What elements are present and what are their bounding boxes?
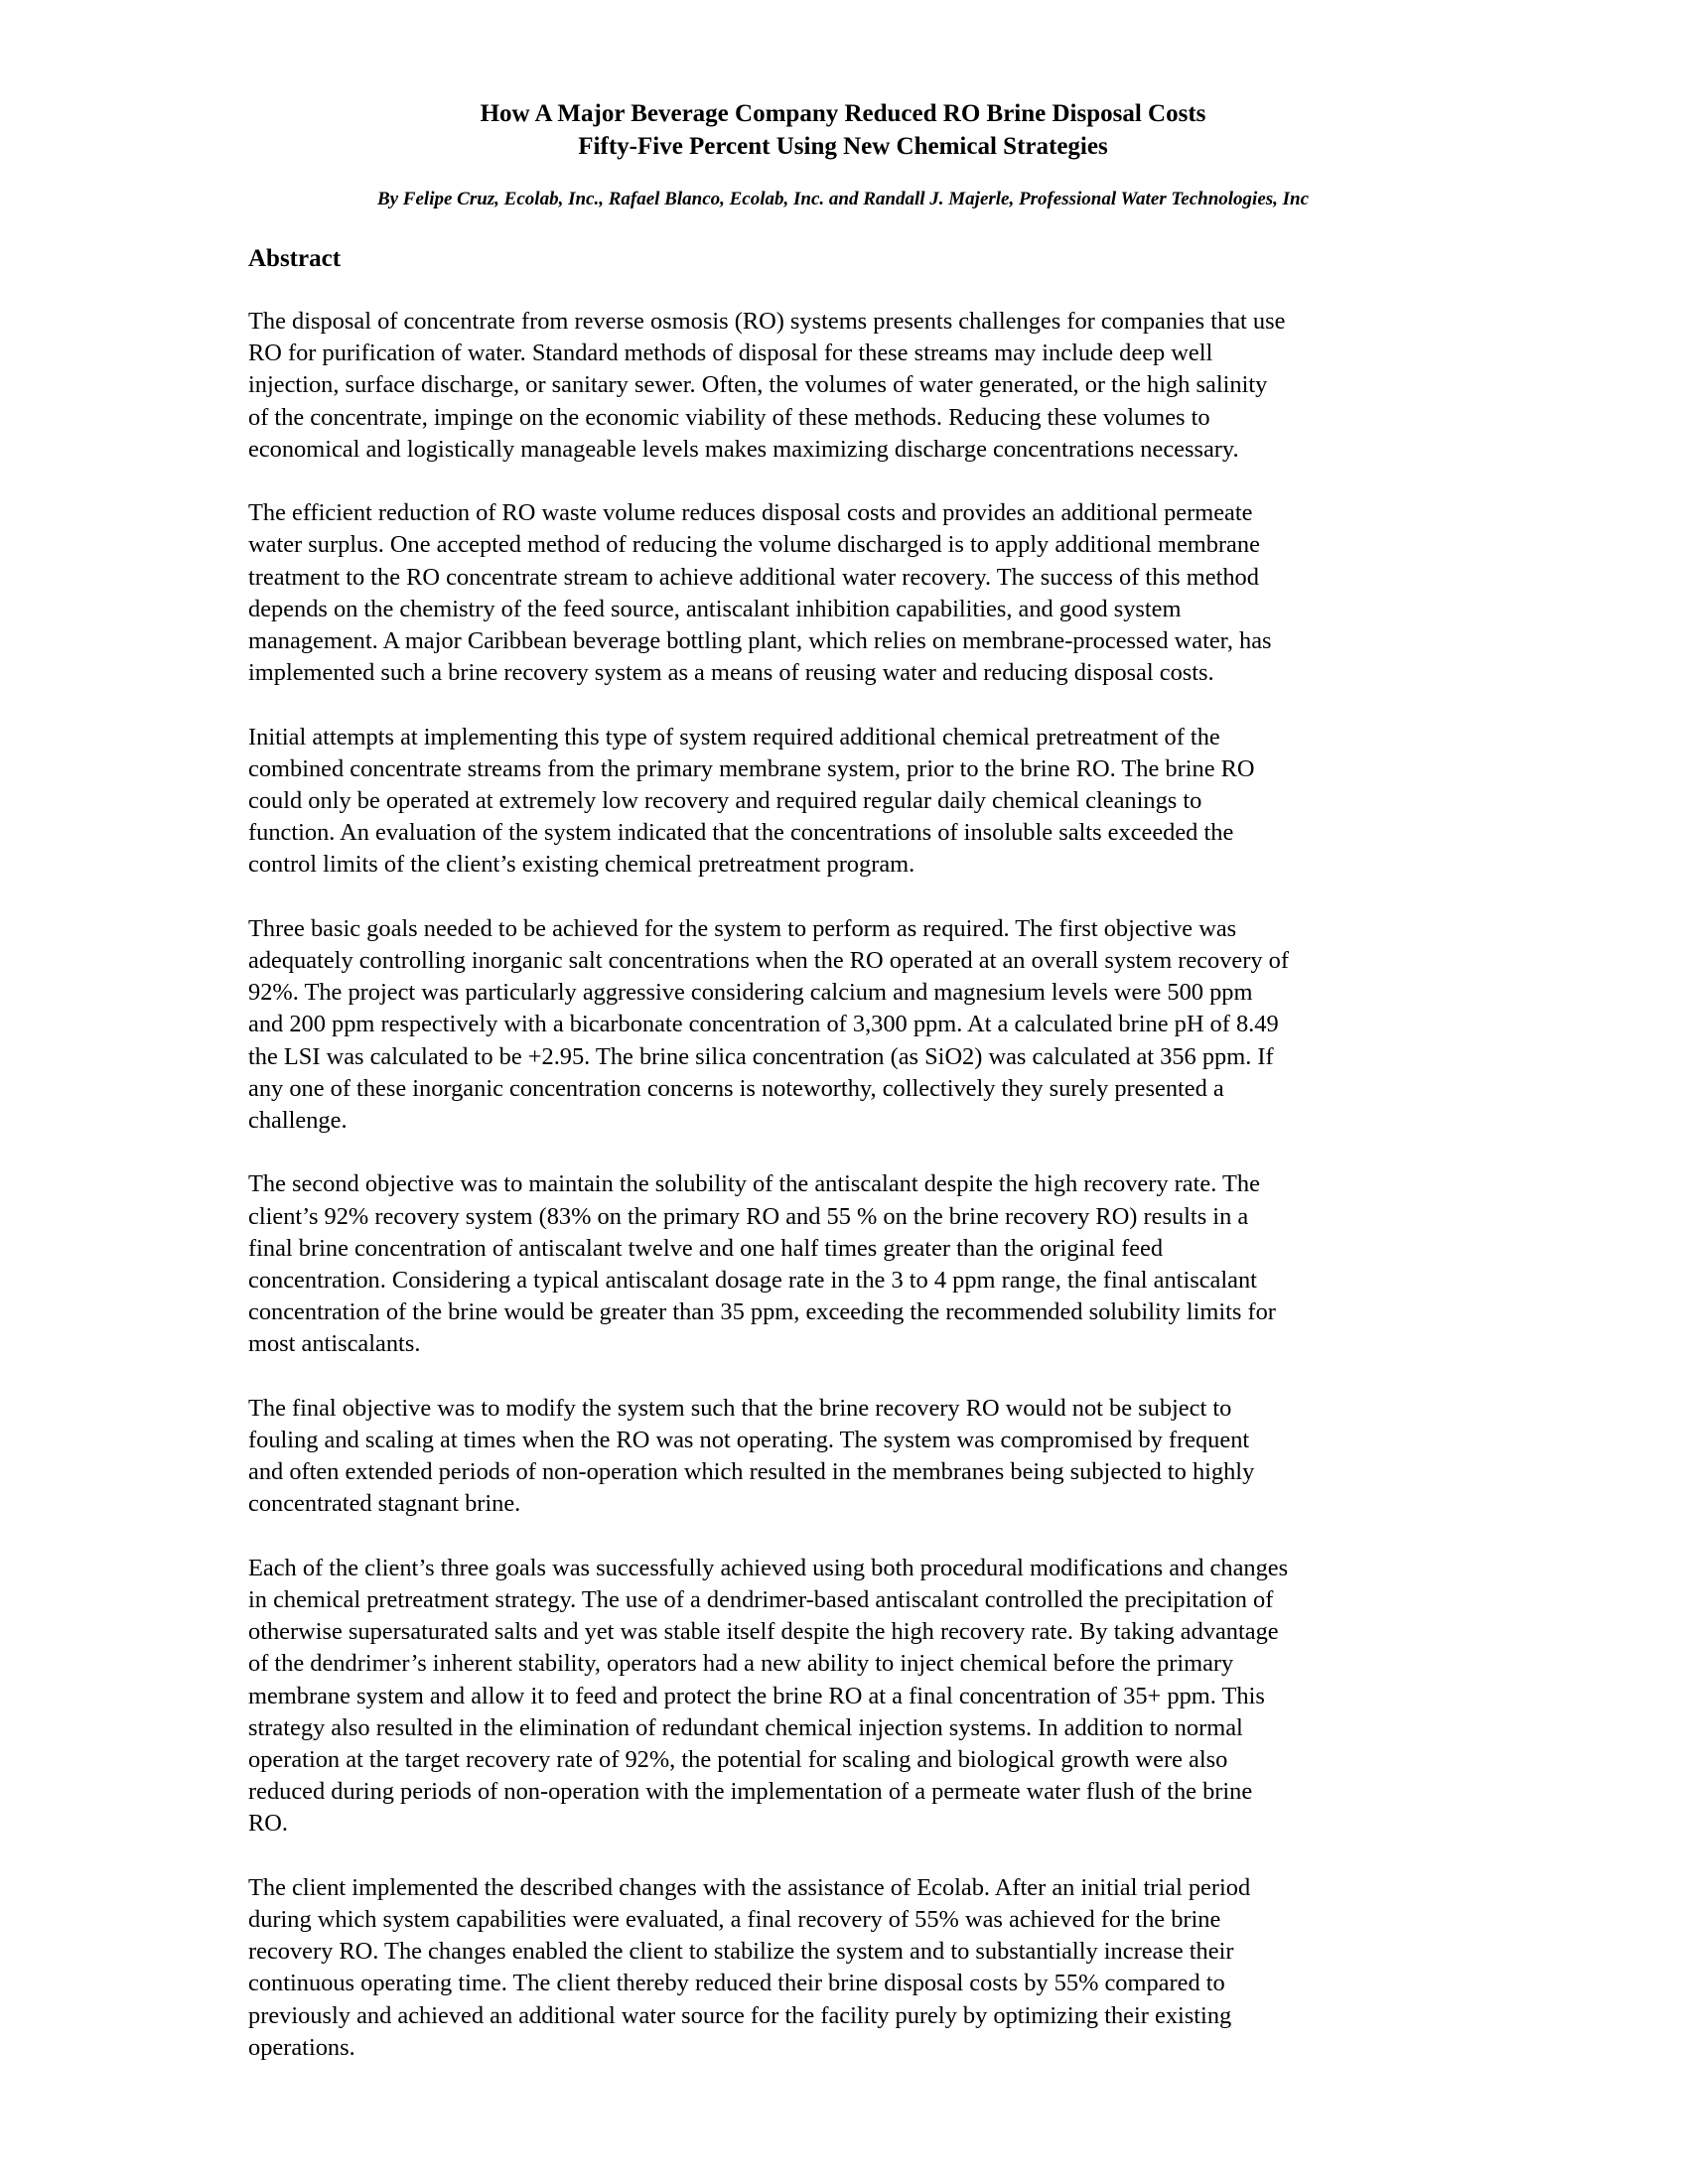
text-line: fouling and scaling at times when the RO was not operating. The system was compromised by frequent xyxy=(248,1427,1250,1454)
title-line-1: How A Major Beverage Company Reduced RO Brine Disposal Costs xyxy=(480,100,1206,127)
paragraph-6 xyxy=(248,1393,1438,1521)
text-line: water surplus. One accepted method of reducing the volume discharged is to apply additional membrane xyxy=(248,531,1260,559)
paragraph-8 xyxy=(248,1872,1438,2064)
text-line: most antiscalants. xyxy=(248,1330,421,1358)
text-line: The disposal of concentrate from reverse osmosis (RO) systems presents challenges for companies that use xyxy=(248,308,1286,335)
paragraph-5 xyxy=(248,1168,1438,1360)
text-line: of the concentrate, impinge on the economic viability of these methods. Reducing these volumes to xyxy=(248,403,1210,431)
text-line: the LSI was calculated to be +2.95. The brine silica concentration (as SiO2) was calculated at 356 ppm. If xyxy=(248,1042,1274,1070)
paragraph-1 xyxy=(248,306,1438,466)
text-line: operation at the target recovery rate of 92%, the potential for scaling and biological growth were also xyxy=(248,1746,1228,1774)
text-line: The client implemented the described changes with the assistance of Ecolab. After an initial trial period xyxy=(248,1873,1251,1901)
text-line: previously and achieved an additional water source for the facility purely by optimizing their existing xyxy=(248,2001,1232,2029)
text-line: concentration. Considering a typical antiscalant dosage rate in the 3 to 4 ppm range, the final antiscalant xyxy=(248,1267,1257,1295)
text-line: control limits of the client’s existing chemical pretreatment program. xyxy=(248,851,915,879)
text-line: of the dendrimer’s inherent stability, operators had a new ability to inject chemical before the primary xyxy=(248,1650,1234,1678)
text-line: concentrated stagnant brine. xyxy=(248,1490,521,1518)
paragraph-7 xyxy=(248,1553,1438,1841)
text-line: final brine concentration of antiscalant twelve and one half times greater than the original feed xyxy=(248,1234,1164,1262)
document-title xyxy=(248,97,1438,163)
text-line: function. An evaluation of the system indicated that the concentrations of insoluble salts exceeded the xyxy=(248,819,1234,847)
text-line: challenge. xyxy=(248,1107,348,1135)
text-line: recovery RO. The changes enabled the client to stabilize the system and to substantially increase their xyxy=(248,1938,1234,1966)
text-line: membrane system and allow it to feed and protect the brine RO at a final concentration of 35+ ppm. This xyxy=(248,1682,1265,1709)
text-line: concentration of the brine would be greater than 35 ppm, exceeding the recommended solubility limits for xyxy=(248,1298,1276,1326)
text-line: client’s 92% recovery system (83% on the primary RO and 55 % on the brine recovery RO) results in a xyxy=(248,1202,1249,1230)
text-line: RO for purification of water. Standard methods of disposal for these streams may include deep well xyxy=(248,340,1213,367)
text-line: management. A major Caribbean beverage bottling plant, which relies on membrane-processed water, has xyxy=(248,627,1272,655)
text-line: and 200 ppm respectively with a bicarbonate concentration of 3,300 ppm. At a calculated brine pH of 8.49 xyxy=(248,1011,1279,1038)
text-line: treatment to the RO concentrate stream to achieve additional water recovery. The success of this method xyxy=(248,563,1259,591)
abstract-heading: Abstract xyxy=(248,245,342,272)
text-line: implemented such a brine recovery system as a means of reusing water and reducing disposal costs. xyxy=(248,659,1214,687)
text-line: The final objective was to modify the system such that the brine recovery RO would not be subject to xyxy=(248,1394,1232,1422)
text-line: Three basic goals needed to be achieved for the system to perform as required. The first objective was xyxy=(248,914,1237,942)
abstract-body xyxy=(248,306,1438,2096)
text-line: continuous operating time. The client thereby reduced their brine disposal costs by 55% compared to xyxy=(248,1970,1225,1997)
text-line: in chemical pretreatment strategy. The use of a dendrimer-based antiscalant controlled the precipitation of xyxy=(248,1586,1274,1614)
paragraph-3 xyxy=(248,722,1438,882)
text-line: any one of these inorganic concentration concerns is noteworthy, collectively they surely presented a xyxy=(248,1074,1224,1102)
text-line: Each of the client’s three goals was successfully achieved using both procedural modifications and changes xyxy=(248,1554,1289,1581)
text-line: economical and logistically manageable levels makes maximizing discharge concentrations necessary. xyxy=(248,435,1239,463)
text-line: could only be operated at extremely low recovery and required regular daily chemical cleanings to xyxy=(248,787,1202,815)
text-line: during which system capabilities were evaluated, a final recovery of 55% was achieved for the brine xyxy=(248,1906,1221,1934)
text-line: combined concentrate streams from the primary membrane system, prior to the brine RO. The brine RO xyxy=(248,754,1255,782)
paragraph-2 xyxy=(248,497,1438,689)
author-byline: By Felipe Cruz, Ecolab, Inc., Rafael Blanco, Ecolab, Inc. and Randall J. Majerle, Professional Water Technologies, Inc xyxy=(376,189,1310,209)
text-line: injection, surface discharge, or sanitary sewer. Often, the volumes of water generated, or the high salinity xyxy=(248,371,1268,399)
text-line: The second objective was to maintain the solubility of the antiscalant despite the high recovery rate. The xyxy=(248,1170,1260,1198)
title-line-2: Fifty-Five Percent Using New Chemical Strategies xyxy=(578,133,1108,160)
text-line: RO. xyxy=(248,1810,288,1838)
text-line: adequately controlling inorganic salt concentrations when the RO operated at an overall system recovery of xyxy=(248,947,1289,975)
text-line: 92%. The project was particularly aggressive considering calcium and magnesium levels were 500 ppm xyxy=(248,979,1253,1007)
text-line: strategy also resulted in the elimination of redundant chemical injection systems. In addition to normal xyxy=(248,1713,1243,1741)
text-line: The efficient reduction of RO waste volume reduces disposal costs and provides an additional permeate xyxy=(248,499,1253,527)
text-line: and often extended periods of non-operation which resulted in the membranes being subjected to highly xyxy=(248,1458,1255,1486)
paragraph-4 xyxy=(248,913,1438,1137)
text-line: operations. xyxy=(248,2033,355,2061)
text-line: depends on the chemistry of the feed source, antiscalant inhibition capabilities, and good system xyxy=(248,595,1182,622)
text-line: reduced during periods of non-operation with the implementation of a permeate water flush of the brine xyxy=(248,1778,1253,1806)
text-line: Initial attempts at implementing this type of system required additional chemical pretreatment of the xyxy=(248,723,1220,751)
text-line: otherwise supersaturated salts and yet was stable itself despite the high recovery rate. By taking advantage xyxy=(248,1618,1279,1646)
